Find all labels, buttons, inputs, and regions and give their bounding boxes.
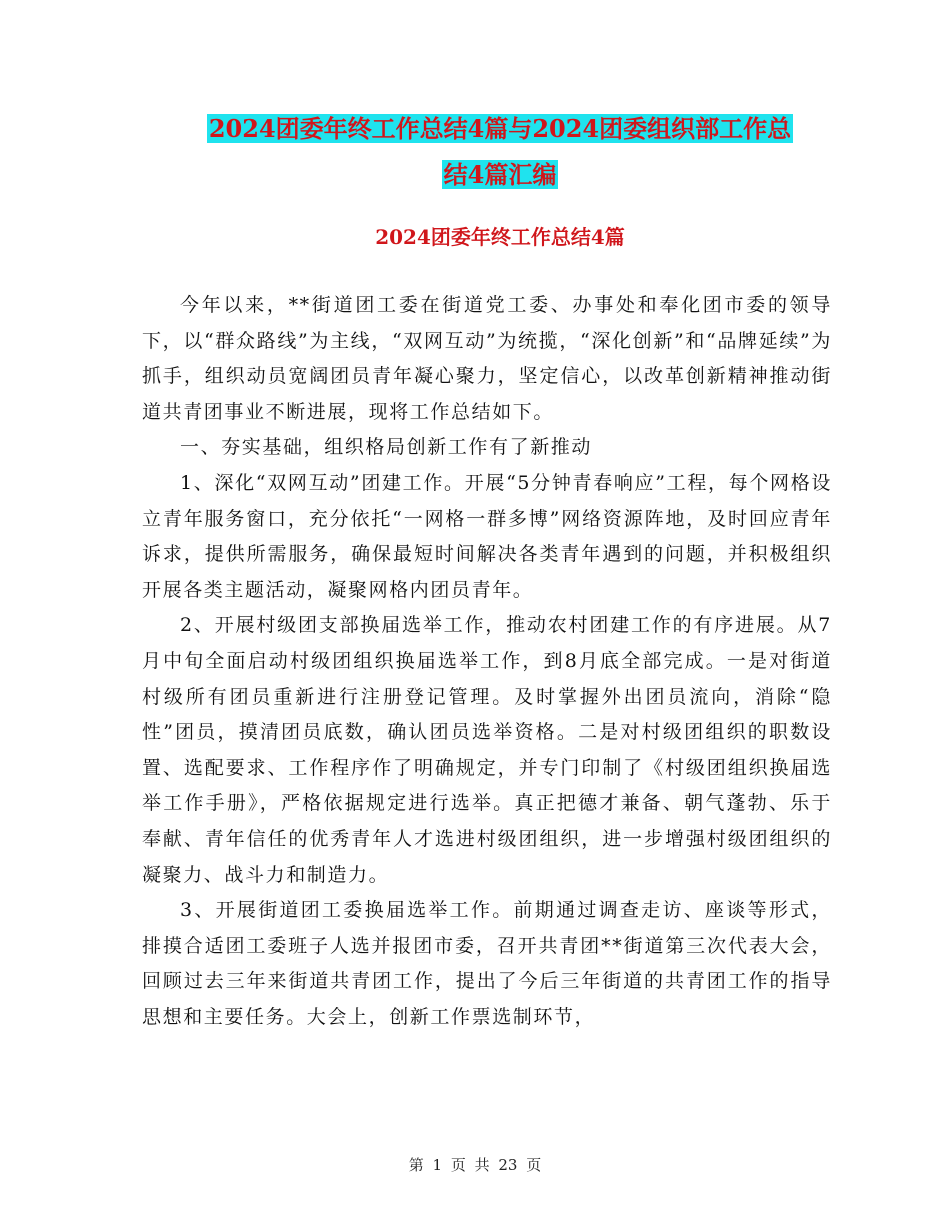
title-highlight: 结4篇汇编	[443, 160, 557, 189]
title-highlight: 2024团委年终工作总结4篇与2024团委组织部工作总	[208, 114, 792, 143]
document-body	[142, 288, 832, 1035]
paragraph-item-3: 3、开展街道团工委换届选举工作。前期通过调查走访、座谈等形式，排摸合适团工委班子人选并报团市委，召开共青团**街道第三次代表大会，回顾过去三年来街道共青团工作，提出了今后三年街道的共青团工作的指导思想和主要任务。大会上，创新工作票选制环节，	[142, 899, 832, 1028]
paragraph-intro: 今年以来，**街道团工委在街道党工委、办事处和奉化团市委的领导下，以“群众路线”为主线，“双网互动”为统揽，“深化创新”和“品牌延续”为抓手，组织动员宽阔团员青年凝心聚力，坚定信心，以改革创新精神推动街道共青团事业不断进展，现将工作总结如下。	[142, 294, 832, 423]
paragraph-item-1: 1、深化“双网互动”团建工作。开展“5分钟青春响应”工程，每个网格设立青年服务窗口，充分依托“一网格一群多博”网络资源阵地，及时回应青年诉求，提供所需服务，确保最短时间解决各类青年遇到的问题，并积极组织开展各类主题活动，凝聚网格内团员青年。	[142, 471, 832, 601]
page-footer: 第 1 页 共 23 页	[408, 1156, 542, 1174]
paragraph-heading-1: 一、夯实基础，组织格局创新工作有了新推动	[180, 436, 593, 459]
section-title: 2024团委年终工作总结4篇	[375, 225, 625, 249]
document-title-line-1	[140, 112, 860, 146]
paragraph-item-2: 2、开展村级团支部换届选举工作，推动农村团建工作的有序进展。从7月中旬全面启动村级团组织换届选举工作，到8月底全部完成。一是对街道村级所有团员重新进行注册登记管理。及时掌握外出团员流向，消除“隐性”团员，摸清团员底数，确认团员选举资格。二是对村级团组织的职数设置、选配要求、工作程序作了明确规定，并专门印制了《村级团组织换届选举工作手册》，严格依据规定进行选举。真正把德才兼备、朝气蓬勃、乐于奉献、青年信任的优秀青年人才选进村级团组织，进一步增强村级团组织的凝聚力、战斗力和制造力。	[142, 614, 832, 886]
document-title-line-2	[140, 158, 860, 192]
